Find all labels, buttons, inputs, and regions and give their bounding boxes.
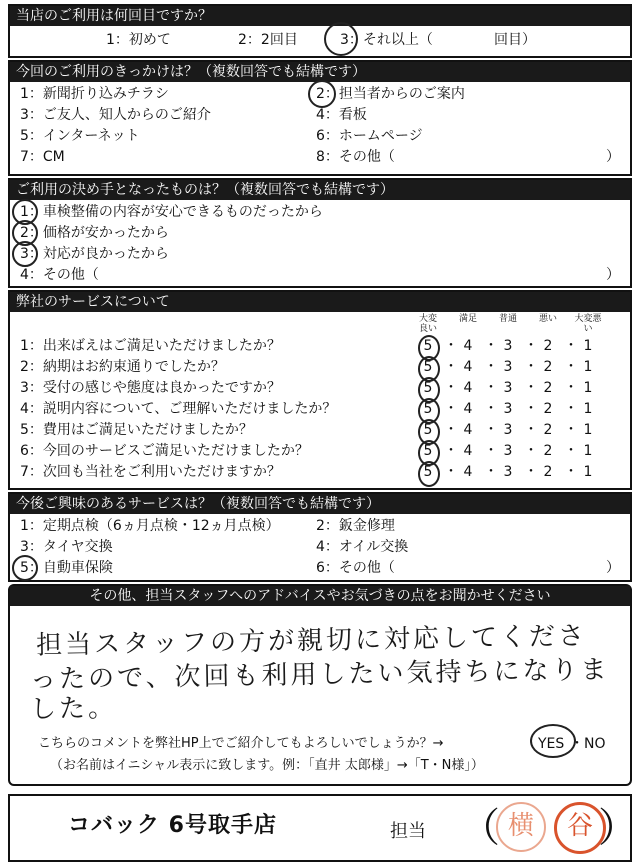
q4-rating-separator: ・ (484, 443, 498, 459)
permission-yes-option[interactable]: YES (538, 736, 565, 752)
q4-scale-header-3: 普通 (498, 314, 517, 324)
q2-selected-mark (308, 80, 336, 108)
q4-rating-option[interactable]: 5 (423, 338, 433, 354)
q4-rating-option[interactable]: 1 (583, 359, 593, 375)
q4-title: 弊社のサービスについて (10, 292, 630, 312)
q1-title: 当店のご利用は何回目ですか？ (10, 6, 630, 26)
q4-rating-option[interactable]: 2 (543, 359, 553, 375)
q4-rating-option[interactable]: 1 (583, 380, 593, 396)
q4-rating-option[interactable]: 5 (423, 464, 433, 480)
q4-rating-option[interactable]: 4 (463, 338, 473, 354)
q4-scale-header-1: 大変悪い (574, 314, 602, 334)
q4-rating-option[interactable]: 5 (423, 443, 433, 459)
q4-rating-separator: ・ (444, 443, 458, 459)
q4-rating-option[interactable]: 5 (423, 422, 433, 438)
q4-rating-option[interactable]: 1 (583, 338, 593, 354)
handwritten-comment-line-3: した。 (29, 693, 118, 725)
permission-no-option[interactable]: NO (584, 736, 606, 752)
q1-option-2[interactable]: 2：2回目 (238, 32, 298, 48)
q4-rating-separator: ・ (444, 401, 458, 417)
q4-rating-separator: ・ (524, 401, 538, 417)
q3-title: ご利用の決め手となったものは？（複数回答でも結構です） (10, 180, 630, 200)
q4-question: 3：受付の感じや態度は良かったですか？ (20, 380, 281, 396)
q4-rating-option[interactable]: 4 (463, 401, 473, 417)
q4-rating-option[interactable]: 3 (503, 359, 513, 375)
q4-rating-separator: ・ (564, 401, 578, 417)
q4-rating-separator: ・ (444, 464, 458, 480)
q4-rating-option[interactable]: 3 (503, 380, 513, 396)
q4-rating-option[interactable]: 2 (543, 422, 553, 438)
q4-rating-separator: ・ (564, 359, 578, 375)
q2-option-5[interactable]: 5：インターネット (20, 128, 140, 144)
q2-option-3[interactable]: 3：ご友人、知人からのご紹介 (20, 107, 211, 123)
q4-rating-option[interactable]: 2 (543, 443, 553, 459)
q4-question: 1：出来ばえはご満足いただけましたか？ (20, 338, 281, 354)
q5-title: 今後ご興味のあるサービスは？（複数回答でも結構です） (10, 494, 630, 514)
q4-rating-option[interactable]: 4 (463, 380, 473, 396)
shop-name: コバック 6号取手店 (68, 813, 277, 838)
q4-rating-separator: ・ (444, 380, 458, 396)
q4-rating-option[interactable]: 2 (543, 464, 553, 480)
q1-option-3[interactable]: 3：それ以上（ (340, 32, 433, 48)
q4-rating-separator: ・ (524, 443, 538, 459)
tanto-label: 担当 (390, 821, 426, 842)
q4-rating-separator: ・ (524, 380, 538, 396)
q4-question: 2：納期はお約束通りでしたか？ (20, 359, 225, 375)
q4-question: 4：説明内容について、ご理解いただけましたか？ (20, 401, 337, 417)
q3-option-1[interactable]: 1：車検整備の内容が安心できるものだったから (20, 204, 323, 220)
q4-rating-option[interactable]: 2 (543, 401, 553, 417)
q3-selected-mark-3 (12, 241, 38, 267)
q4-rating-separator: ・ (564, 338, 578, 354)
q3-option-4[interactable]: 4：その他（ (20, 267, 99, 283)
q5-option-1[interactable]: 1：定期点検（6ヵ月点検・12ヵ月点検） (20, 518, 280, 534)
permission-question: こちらのコメントを弊社HP上でご紹介してもよろしいでしょうか？→ (38, 736, 444, 751)
q4-rating-option[interactable]: 3 (503, 422, 513, 438)
q5-section (8, 492, 632, 582)
q4-rating-separator: ・ (484, 422, 498, 438)
q4-rating-separator: ・ (444, 338, 458, 354)
q4-rating-option[interactable]: 2 (543, 338, 553, 354)
q4-rating-option[interactable]: 3 (503, 401, 513, 417)
q4-rating-separator: ・ (524, 422, 538, 438)
q4-question: 7：次回も当社をご利用いただけますか？ (20, 464, 281, 480)
q5-option-3[interactable]: 3：タイヤ交換 (20, 539, 113, 555)
q6-section (8, 584, 632, 786)
q4-rating-separator: ・ (564, 422, 578, 438)
tanto-close-paren: ） (598, 805, 638, 851)
q4-rating-option[interactable]: 3 (503, 338, 513, 354)
q4-rating-option[interactable]: 1 (583, 443, 593, 459)
q2-option-4[interactable]: 4：看板 (316, 107, 367, 123)
q4-selected-mark (418, 461, 440, 487)
q4-rating-option[interactable]: 1 (583, 464, 593, 480)
q1-section (8, 4, 632, 58)
q4-question: 6：今回のサービスご満足いただけましたか？ (20, 443, 309, 459)
q4-rating-option[interactable]: 4 (463, 359, 473, 375)
q5-option-6[interactable]: 6：その他（ (316, 560, 395, 576)
q2-option-1[interactable]: 1：新聞折り込みチラシ (20, 86, 169, 102)
q4-question: 5：費用はご満足いただけましたか？ (20, 422, 253, 438)
q2-option-2[interactable]: 2：担当者からのご案内 (316, 86, 465, 102)
q4-scale-header-5: 大変良い (418, 314, 437, 334)
tanto-open-paren: （ (460, 805, 500, 851)
q4-rating-option[interactable]: 4 (463, 464, 473, 480)
q4-rating-separator: ・ (564, 380, 578, 396)
q5-option-5[interactable]: 5：自動車保険 (20, 560, 113, 576)
q2-section (8, 60, 632, 176)
q4-rating-separator: ・ (444, 359, 458, 375)
q4-rating-separator: ・ (484, 359, 498, 375)
q4-rating-option[interactable]: 3 (503, 443, 513, 459)
q4-rating-separator: ・ (484, 464, 498, 480)
q4-rating-option[interactable]: 1 (583, 401, 593, 417)
q1-selected-mark (324, 22, 358, 56)
q2-option-6[interactable]: 6：ホームページ (316, 128, 423, 144)
q4-rating-option[interactable]: 4 (463, 422, 473, 438)
q4-rating-separator: ・ (444, 422, 458, 438)
q3-option-4-close: ） (606, 267, 620, 283)
permission-note: （お名前はイニシャル表示に致します。例：「直井 太郎様」→「T・N様」） (50, 758, 484, 773)
q4-rating-separator: ・ (564, 464, 578, 480)
q3-option-3[interactable]: 3：対応が良かったから (20, 246, 169, 262)
q4-rating-option[interactable]: 5 (423, 359, 433, 375)
permission-separator: ・ (570, 736, 584, 752)
handwritten-comment-line-1: 担当スタッフの方が親切に対応してくださ (35, 621, 588, 661)
seal-yoko-char: 横 (507, 811, 534, 841)
q1-option-1[interactable]: 1：初めて (106, 32, 171, 48)
q3-option-2[interactable]: 2：価格が安かったから (20, 225, 169, 241)
handwritten-comment-line-2: ったので、次回も利用したい気持ちになりま (29, 654, 610, 696)
seal-tani-char: 谷 (566, 811, 593, 841)
permission-selected-mark (530, 724, 576, 758)
q4-scale-header-4: 満足 (458, 314, 477, 324)
q2-title: 今回のご利用のきっかけは？（複数回答でも結構です） (10, 62, 630, 82)
q4-rating-separator: ・ (564, 443, 578, 459)
q3-section (8, 178, 632, 288)
q1-option-times: 回目） (494, 32, 536, 48)
q4-section (8, 290, 632, 490)
q2-option-8[interactable]: 8：その他（ (316, 149, 395, 165)
q4-rating-option[interactable]: 5 (423, 380, 433, 396)
q4-rating-separator: ・ (484, 338, 498, 354)
q4-rating-option[interactable]: 5 (423, 401, 433, 417)
q4-rating-separator: ・ (524, 359, 538, 375)
q4-rating-separator: ・ (524, 338, 538, 354)
q4-rating-option[interactable]: 2 (543, 380, 553, 396)
q2-option-7[interactable]: 7：CM (20, 149, 65, 165)
q2-option-8-close: ） (606, 149, 620, 165)
q5-option-6-close: ） (606, 560, 620, 576)
q6-title: その他、担当スタッフへのアドバイスやお気づきの点をお聞かせください (10, 586, 630, 606)
q4-rating-separator: ・ (524, 464, 538, 480)
q4-rating-separator: ・ (484, 380, 498, 396)
q4-rating-separator: ・ (484, 401, 498, 417)
q4-scale-header-2: 悪い (538, 314, 557, 324)
seal-yoko (496, 802, 546, 852)
q4-rating-option[interactable]: 3 (503, 464, 513, 480)
q5-option-4[interactable]: 4：オイル交換 (316, 539, 409, 555)
shop-footer (8, 794, 638, 862)
q4-rating-option[interactable]: 1 (583, 422, 593, 438)
q5-selected-mark (12, 555, 38, 581)
q5-option-2[interactable]: 2：鈑金修理 (316, 518, 395, 534)
q4-rating-option[interactable]: 4 (463, 443, 473, 459)
